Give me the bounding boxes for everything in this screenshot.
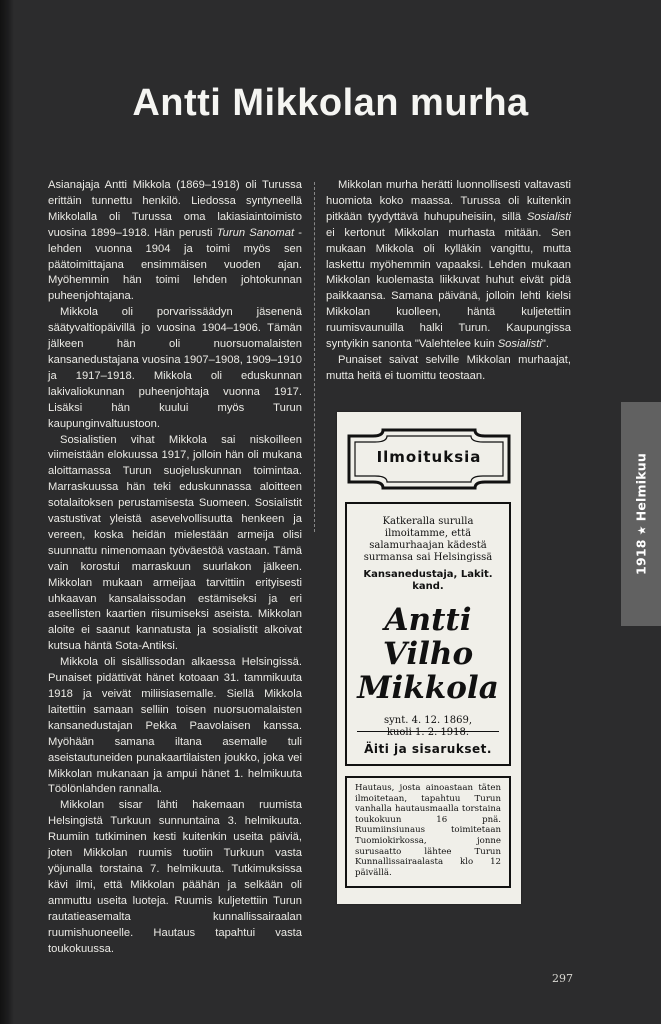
right-column [326,178,571,385]
paragraph: Mikkola oli porvarissäädyn jäsenenä säätyvaltiopäivillä jo vuosina 1904–1906. Tämän jälkeen hän oli nuorsuomalaisten kansanedustajana vuosina 1907–1908, 1909–1910 ja 1917–1918. Mikkola oli eduskunnan lakivaliokunnan puheenjohtaja vuonna 1917. Lisäksi hän kuului myös Turun kaupunginvaltuustoon. [48,306,302,430]
newspaper-clipping [337,412,521,904]
section-tab [621,402,661,626]
paragraph: Mikkolan murha herätti luonnollisesti valtavasti huomiota koko maassa. Turussa oli kuitenkin pitkään tyydyttävä huhupuheisiin, sillä Sosialisti ei kertonut Mikkolan murhasta mitään. Sen mukaan Mikkola oli kylläkin vangittu, mutta laskettu myöhemmin vapaaksi. Lehden mukaan Mikkolan kuolemasta liikkuvat huhut eivät pidä paikkaansa. Samana päivänä, jolloin lehti kielsi Mikkolan kuolleen, häntä kuljetettiin ruumisvaunuilla halki Turun. Kaupungissa syntyikin sanonta "Valehtelee kuin Sosialisti". [326,179,571,351]
separator-line [357,731,499,732]
obituary-family: Äiti ja sisarukset. [364,742,492,756]
obituary-dates: synt. 4. 12. 1869, kuoli 1. 2. 1918. [383,715,473,738]
page-edge [0,0,14,1024]
obituary-intro: Katkeralla surulla ilmoitamme, että salamurhaajan kädestä surmansa sai Helsingissä [363,516,493,563]
paragraph: Punaiset saivat selville Mikkolan murhaajat, mutta heitä ei tuomittu teostaan. [326,353,571,382]
clipping-banner [343,428,515,490]
obituary-title: Kansanedustaja, Lakit. kand. [363,569,493,592]
column-divider [314,182,315,532]
page-title: Antti Mikkolan murha [132,82,529,124]
obituary-box [345,502,511,766]
obituary-name: Antti Vilho Mikkola [357,602,499,706]
section-tab-label: 1918★Helmikuu [633,453,649,575]
paragraph: Mikkola oli sisällissodan alkaessa Helsingissä. Punaiset pidättivät hänet kotoaan 31. tammikuuta 1918 ja veivät miliisiasemalle. Siellä Mikkola laitettiin samaan selliin toisen nuorsuomalaisten kansanedustajan Pekka Paavolaisen kanssa. Myöhään samana iltana asemalle tuli aseistautuneiden punakaartilaisten joukko, joka vei Mikkolan mukanaan ja ampui hänet 1. helmikuuta Töölönlahden rannalla. [48,656,302,796]
paragraph: Asianajaja Antti Mikkola (1869–1918) oli Turussa erittäin tunnettu henkilö. Liedossa syntyneellä Mikkolalla oli Turussa oma lakiasiaintoimisto vuosina 1899–1918. Hän perusti Turun Sanomat -lehden vuonna 1904 ja toimi myös sen päätoimittajana ensimmäisen vuoden ajan. Myöhemmin hän toimi lehden johtokunnan puheenjohtajana. [48,179,303,303]
page-number: 297 [552,972,573,985]
star-icon: ★ [635,525,649,536]
burial-notice: Hautaus, josta ainoastaan täten ilmoitetaan, tapahtuu Turun vanhalla hautausmaalla torstaina toukokuun 16 pnä. Ruumiinsiunaus toimitetaan Tuomiokirkossa, jonne surusaatto lähtee Turun Kunnallissairaalasta klo 12 päivällä. [345,776,511,888]
left-column [48,178,302,957]
paragraph: Mikkolan sisar lähti hakemaan ruumista Helsingistä Turkuun sunnuntaina 3. helmikuuta. Ruumiin tutkiminen kesti kuitenkin useita päiviä, joten Mikkolan ruumis tuotiin Turkuun vasta yöjunalla torstaina 7. helmikuuta. Tutkimuksissa kävi ilmi, että Mikkolan päähän ja selkään oli ammuttu useita luoteja. Ruumis kuljetettiin Turun rautatieasemalta kunnallissairaalan ruumishuoneelle. Hautaus tapahtui vasta toukokuussa. [48,799,302,955]
paragraph: Sosialistien vihat Mikkola sai niskoilleen viimeistään elokuussa 1917, jolloin hän oli mukana aloittamassa Turun suojeluskunnan toimintaa. Marraskuussa hän teki eduskunnassa aloitteen sotalaitoksen perustamisesta Suomeen. Sosialistit vastustivat yleistä asevelvollisuutta henkeen ja vereen, koska heidän mielestään armeija olisi suunnattu nimenomaan työväestöä vastaan. Tämä vain korostui marraskuun suurlakon jälkeen. Mikkolan mukaan armeijaa tarvittiin erityisesti uhkaavan kansalaissodan estämiseksi ja eri aseellisten kaartien riisumiseksi aseista. Mikkolan aloite ei saanut kannatusta ja sosialistit alkoivat kutsua häntä Sota-Antiksi. [48,433,302,653]
banner-label: Ilmoituksia [376,448,482,466]
